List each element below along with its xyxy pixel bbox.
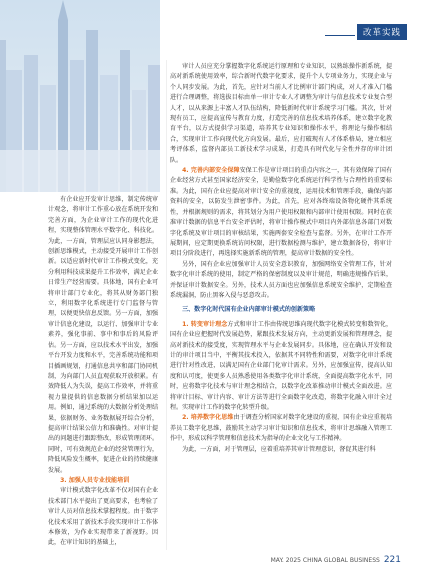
left-paragraph-2: 审计模式数字化改革不仅对国有企业技术部门水平提出了更高要求，也考验了审计人员对信息技术掌握程度。由于数字化技术采用了新技术手段实现审计工作体本修效，为作业实现带来了新视野。因此，在审计知识的基础上， <box>48 487 158 547</box>
section-tag: 改革实践 <box>357 24 407 40</box>
skyline-illustration <box>0 0 160 192</box>
right-paragraph-5: 为此，一方面，对于管理层，应着重培养其审计管理意识，督促其进行科 <box>182 445 376 453</box>
subheading-training: 3. 加强人员专业技能培训 <box>60 476 130 484</box>
section-heading-3: 三、数字化时代国有企业内部审计模式的创新策略 <box>182 306 316 314</box>
right-paragraph-4: 由于调查分析国家对数字化建设的重视，国有企业应重视培养员工数字化思维，鼓励其主动学习审计知识和信息技术，将审计思维融入管理工作中，形成以科学管理和信息技术为指导的企业文化与工作精神。 <box>170 414 393 443</box>
page-number: 221 <box>383 555 401 565</box>
subheading-concept: 1. 转变审计理念 <box>182 320 228 328</box>
right-paragraph-2b: 另外，国有企业应加强审计人员安全意识教育，加强网络安全管理工作，针对数字化审计系统的使用，制定严格的保密制度以及审计规范，明确违规操作后果，并保证审计数据安全。另外，技术人员方面也应加强信息系统安全维护，定期检查系统漏洞，防止黑客入侵与恶意攻击。 <box>170 260 392 299</box>
subheading-thinking: 2. 培养数字化思维 <box>182 414 234 422</box>
hero-cityscape-image <box>0 0 160 192</box>
page-footer <box>271 555 401 565</box>
left-text-column <box>48 195 158 549</box>
left-paragraph-1: 有企业应开发审计思维，制定传统审计观念，将审计工作重心放在系统开发和完善方面，为企业审计工作的现代化进程，实现整体管理水平数字化、科技化。为此，一方面，管理层应认同身影想法，创新思维模式，主动接受开展审计工作创新。以适应新时代审计工作模式变化，充分利用科技成果提升工作效率，满足企业日常生产经营需要。具体地，国有企业可将审计部门专业化，将其从财务部门独立，利用数字化系统进行专门监督与管理，以便更快信息反馈。另一方面，加强审计信息化建设，以运行、加强审计专业素养，强化事前、事中和事后的风险评估。另一方面，应以技术水平出发，加强平台开发力度和水平，完善系统功能和项目插画规划，打通信息共享和部门协同机制，为向部门人员直观获取开放积累。有效降低人为失误，提高工作效率，并将重视力量提供的信息数据分析结果加以运用。例如，通过系统的大数据分析处理结果，依据财务、业务数据展开综合分析，提高审计结果公信力和准确性。对审计提出的问题进行跟踪整改，形成管理闭环。同时，可有效规范企业的经营管理行为，降低风险发生概率，促进企业的持续健康发展。 <box>48 196 158 474</box>
right-paragraph-3: 方式和审计工作由传统思维向现代数字化模式转变和数智化，国有企业应把握时代发展趋势，紧跟技术发展方向，主动更新发展和管理理念，提高对新技术的接受度，实现管理水平与企业发展同步。具体地，应在确认开发和设计的审计项目当中，平衡其技术投入，依据其不同特性和需要，对数字化审计系统进行针对性改进，以满足国有企业部门化审计需求。另外，应加强宣传，提高认知度和认可度，使更多人员熟悉使用各类数字化审计系统，全面提高数字化水平，同时，应将数字化技术与审计理念相结合，以数字化改革推动审计模式全面改进。应将审计目标、审计内容、审计方法等进行全面数字化改造，将数字化融入审计全过程。实现审计工作的数字化转型升级。 <box>170 320 393 411</box>
right-text-column <box>170 62 392 455</box>
subheading-security: 4. 完善内部安全保障 <box>182 167 240 175</box>
section-tag-rule <box>325 35 355 36</box>
issue-label: MAY. 2025 CHINA GLOBAL BUSINESS <box>270 557 380 564</box>
column-divider <box>166 60 167 550</box>
right-paragraph-2: 安保工作是审计项目的重点内容之一，其有效保障了国有企业经营方式甚至国家经济安全，是勤俭数字化系统运行科学性与合理性的重要标准。为此，国有企业应提高对审计安全的重视度，运用技术和管理手段，确保内部资料的安全，以防发生泄密事件。为此，首先，应对各终端设备物化硬件其系统性，并根据规则的需求，将其划分为用户使用权限和内部审计使用权限。同时在获准审计数据的信息平台安全评估时，将审计操作模式中项目内外部信息各部门对数字化系统及审计项目的审核结果，实施两套安全检查与监督。另外，在审计工作开展期间，应定期更换系统访问权限，进行数据检测与维护，建立数据备份，将审计项目分阶段进行，再选择实施新系统的管理，提高审计数据的安全性。 <box>170 167 393 258</box>
right-paragraph-1: 审计人员应充分掌握数字化系统运行原理和专业知识，以熟练操作新系统，提高对新系统使用效率，综合新时代数字化要求，提升个人专项业务力，实现企业与个人同步发展。为此，首先，应针对当前人才比例审计部门构成，对人才准入门槛进行合理调整，将选拔目标由单一审计专业人才调整为审计与信息技术专业复合型人才，以从来源上丰富人才队伍结构，降低新时代审计系统学习门槛。其次，针对现有员工，应提高宣传与教育力度，打造完善的信息技术培养体系，建立数字化教育平台，以方式提供学习渠道，培养其专业知识和操作水平，将理论与操作相结合，实现审计工作向现代化方向发展。最后，应打破现有人才体系格局，建立相应考评体系，监督内部员工新技术学习成果，打造具有时代化与全性并存的审计团队。 <box>170 63 392 164</box>
